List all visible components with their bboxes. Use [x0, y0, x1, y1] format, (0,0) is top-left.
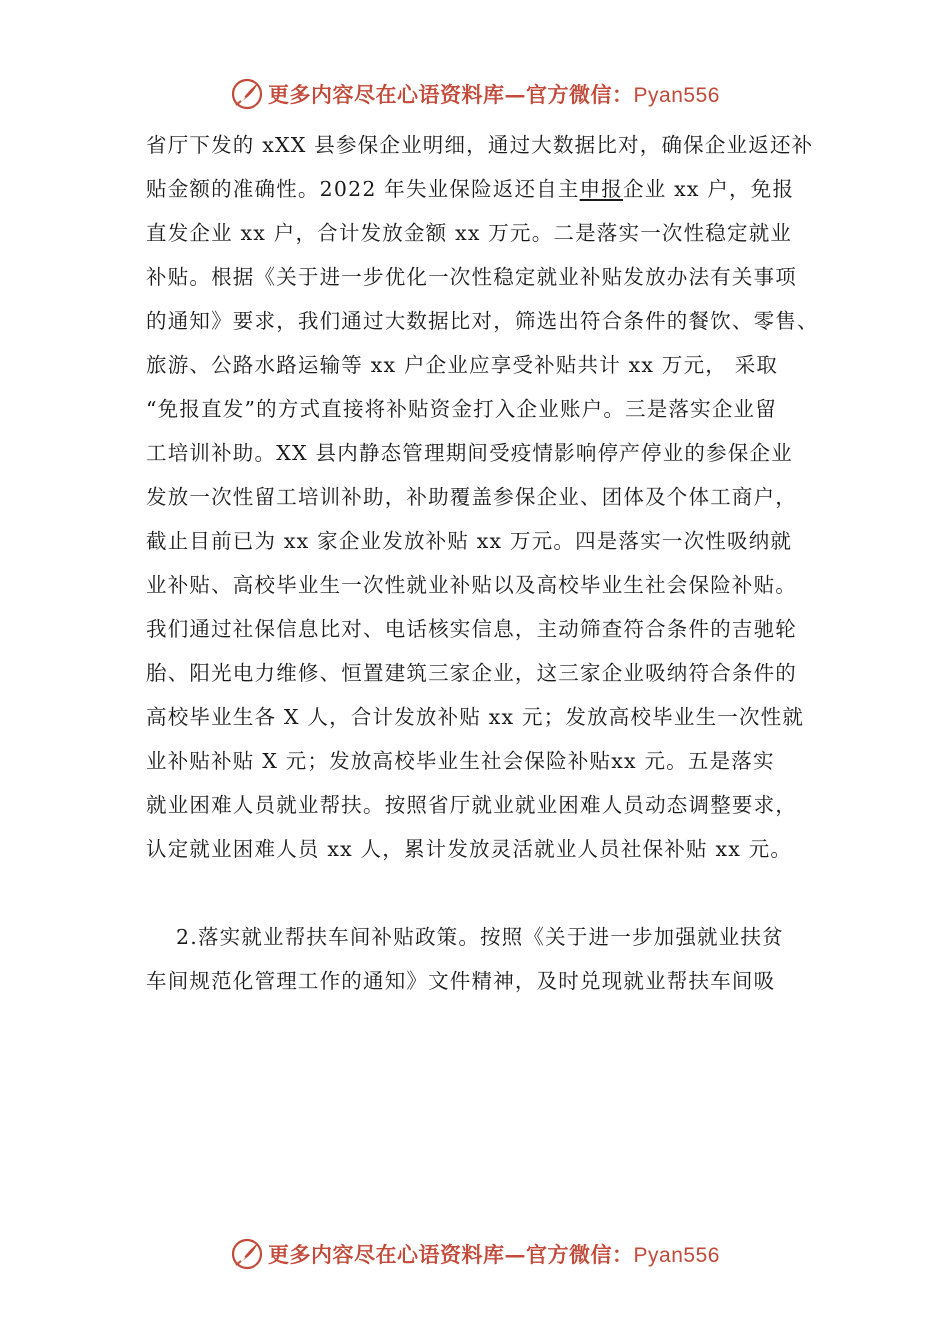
- body-line: 业补贴、高校毕业生一次性就业补贴以及高校毕业生社会保险补贴。: [146, 573, 797, 597]
- footer-wechat-id: Pyan556: [633, 1244, 720, 1267]
- underlined-text: 申报: [579, 177, 623, 201]
- body-line: 胎、阳光电力维修、恒置建筑三家企业，这三家企业吸纳符合条件的: [146, 661, 797, 685]
- body-line: 工培训补助。XX 县内静态管理期间受疫情影响停产停业的参保企业: [146, 441, 793, 465]
- body-line: 直发企业 xx 户，合计发放金额 xx 万元。二是落实一次性稳定就业: [146, 221, 793, 245]
- body-line: 认定就业困难人员 xx 人，累计发放灵活就业人员社保补贴 xx 元。: [146, 837, 793, 861]
- body-line: 我们通过社保信息比对、电话核实信息，主动筛查符合条件的吉驰轮: [146, 617, 797, 641]
- body-line: 业补贴补贴 X 元；发放高校毕业生社会保险补贴xx 元。五是落实: [146, 749, 775, 773]
- body-line: 发放一次性留工培训补助，补助覆盖参保企业、团体及个体工商户，: [146, 485, 797, 509]
- body-line: 旅游、公路水路运输等 xx 户企业应享受补贴共计 xx 万元， 采取: [146, 353, 779, 377]
- body-line: 补贴。根据《关于进一步优化一次性稳定就业补贴发放办法有关事项: [146, 265, 797, 289]
- body-line: 贴金额的准确性。2022 年失业保险返还自主申报企业 xx 户，免报: [146, 177, 795, 201]
- body-line: 高校毕业生各 X 人，合计发放补贴 xx 元；发放高校毕业生一次性就: [146, 705, 805, 729]
- paragraph-gap: [146, 871, 826, 915]
- body-line: 2.落实就业帮扶车间补贴政策。按照《关于进一步加强就业扶贫: [176, 925, 784, 949]
- body-line: “免报直发”的方式直接将补贴资金打入企业账户。三是落实企业留: [146, 397, 777, 421]
- header-wechat-id: Pyan556: [633, 84, 720, 107]
- footer-banner-text: 更多内容尽在心语资料库—官方微信：Pyan556: [268, 1242, 720, 1267]
- document-body: [146, 123, 826, 1003]
- body-line: 就业困难人员就业帮扶。按照省厅就业就业困难人员动态调整要求，: [146, 793, 797, 817]
- body-line: 省厅下发的 xXX 县参保企业明细，通过大数据比对，确保企业返还补: [146, 133, 814, 157]
- footer-banner: [0, 1234, 950, 1274]
- quill-logo-icon: [230, 77, 264, 111]
- body-line: 的通知》要求，我们通过大数据比对，筛选出符合条件的餐饮、零售、: [146, 309, 819, 333]
- body-line: 车间规范化管理工作的通知》文件精神，及时兑现就业帮扶车间吸: [146, 969, 776, 993]
- body-line: 截止目前已为 xx 家企业发放补贴 xx 万元。四是落实一次性吸纳就: [146, 529, 793, 553]
- header-banner-text: 更多内容尽在心语资料库—官方微信：Pyan556: [268, 82, 720, 107]
- header-banner: [0, 74, 950, 114]
- quill-logo-icon: [230, 1237, 264, 1271]
